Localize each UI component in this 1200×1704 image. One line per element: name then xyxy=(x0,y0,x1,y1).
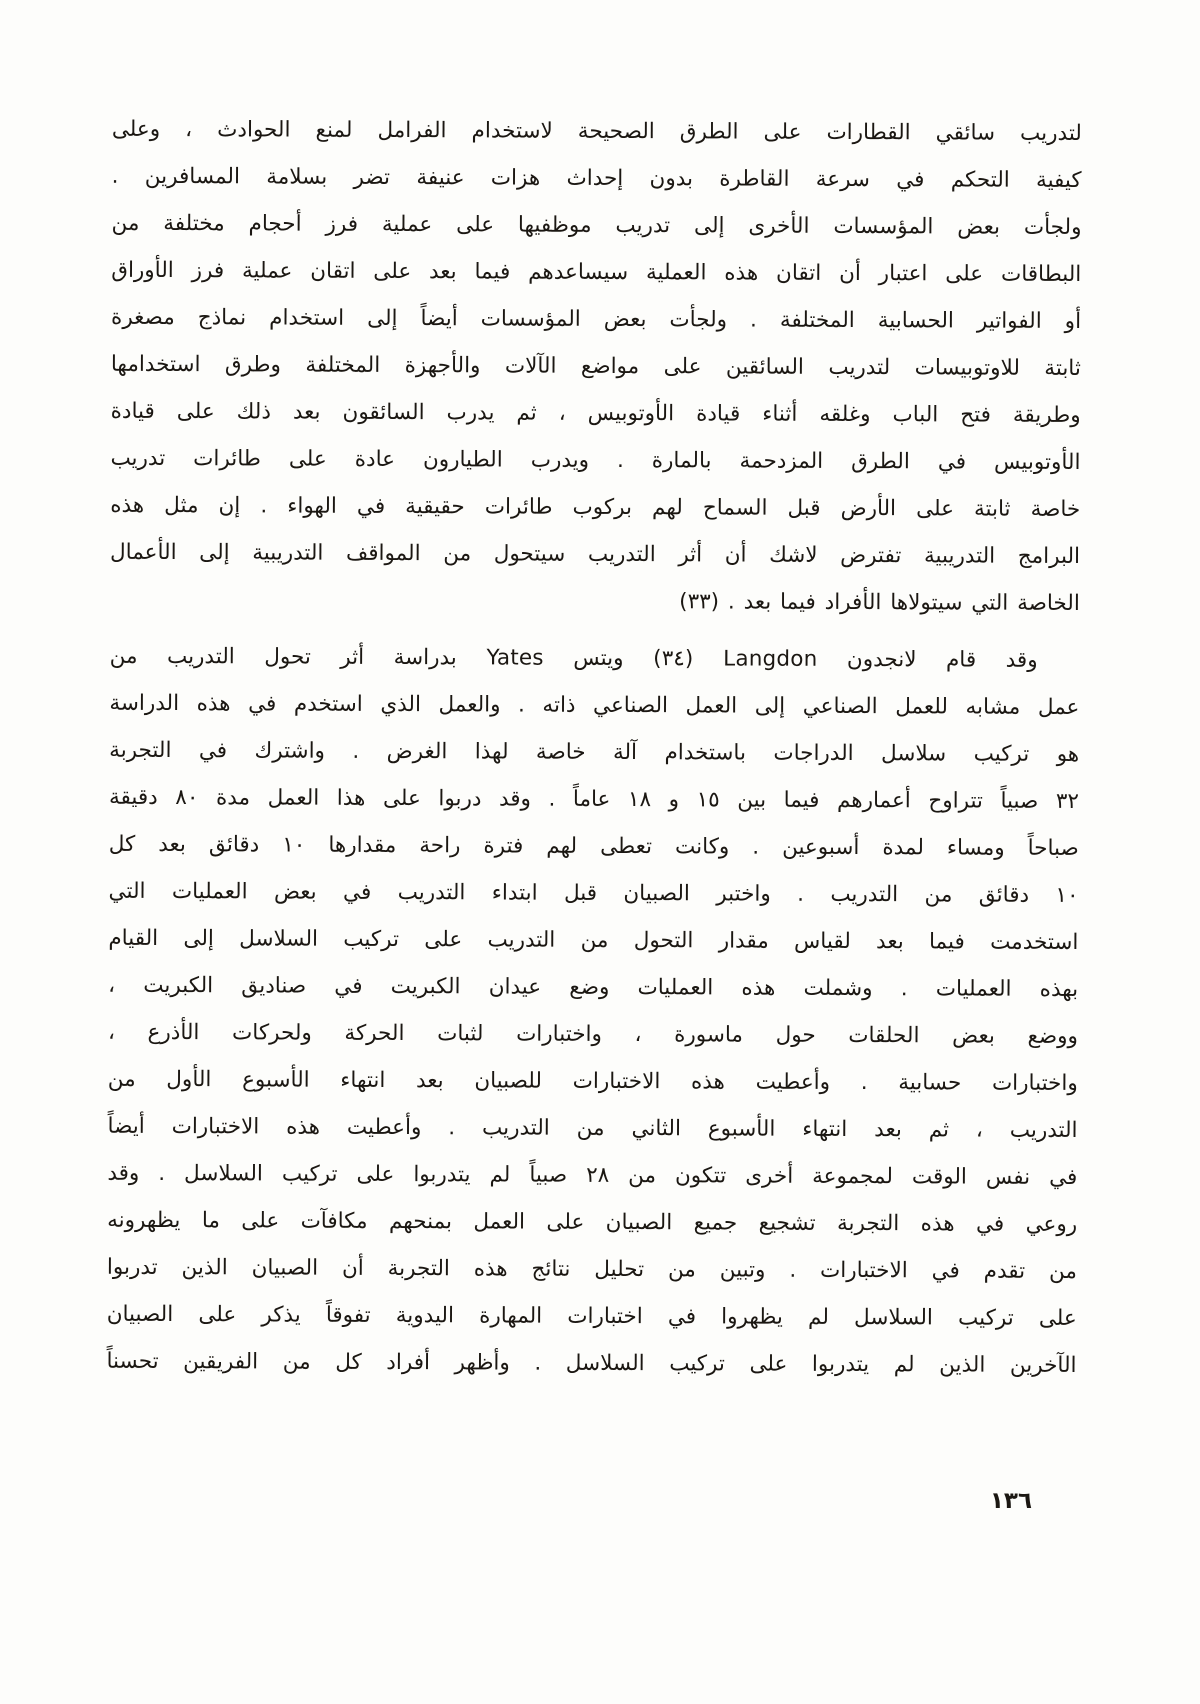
paragraph-2 xyxy=(106,633,1079,1389)
text-line: البطاقات على اعتبار أن اتقان هذه العملية سيساعدهم فيما بعد على اتقان عملية فرز الأوراق xyxy=(111,257,1082,287)
text-line: أو الفواتير الحسابية المختلفة . ولجأت بعض المؤسسات أيضاً إلى استخدام نماذج مصغرة xyxy=(111,304,1082,334)
text-line: هو تركيب سلاسل الدراجات باستخدام آلة خاصة لهذا الغرض . واشترك في التجربة xyxy=(109,737,1080,767)
text-line: خاصة ثابتة على الأرض قبل السماح لهم بركوب طائرات حقيقية في الهواء . إن مثل هذه xyxy=(110,492,1081,522)
text-line: ولجأت بعض المؤسسات الأخرى إلى تدريب موظفيها على عملية فرز أحجام مختلفة من xyxy=(111,210,1082,240)
body-text xyxy=(106,106,1082,1389)
text-line: على تركيب السلاسل لم يظهروا في اختبارات المهارة اليدوية تفوقاً يذكر على الصبيان xyxy=(106,1301,1077,1331)
text-line-paragraph-end: الخاصة التي سيتولاها الأفراد فيما بعد . (٣٣) xyxy=(679,589,1080,616)
text-line: وطريقة فتح الباب وغلقه أثناء قيادة الأوتوبيس ، ثم يدرب السائقون بعد ذلك على قيادة xyxy=(110,398,1081,428)
text-line: ١٠ دقائق من التدريب . واختبر الصبيان قبل ابتداء التدريب في بعض العمليات التي xyxy=(108,878,1079,908)
text-line: روعي في هذه التجربة تشجيع جميع الصبيان على العمل بمنحهم مكافآت على ما يظهرونه xyxy=(107,1207,1078,1237)
text-line: استخدمت فيما بعد لقياس مقدار التحول من التدريب على تركيب السلاسل إلى القيام xyxy=(108,925,1079,955)
text-line: من تقدم في الاختبارات . وتبين من تحليل نتائج هذه التجربة أن الصبيان الذين تدربوا xyxy=(106,1254,1077,1284)
page-number: ١٣٦ xyxy=(989,1488,1032,1514)
text-line: لتدريب سائقي القطارات على الطرق الصحيحة لاستخدام الفرامل لمنع الحوادث ، وعلى xyxy=(111,116,1082,146)
text-line: عمل مشابه للعمل الصناعي إلى العمل الصناعي ذاته . والعمل الذي استخدم في هذه الدراسة xyxy=(109,690,1080,720)
paragraph-1 xyxy=(110,106,1082,627)
text-line: ووضع بعض الحلقات حول ماسورة ، واختبارات لثبات الحركة ولحركات الأذرع ، xyxy=(107,1019,1079,1049)
text-line: ثابتة للاوتوبيسات لتدريب السائقين على مواضع الآلات والأجهزة المختلفة وطرق استخدامها xyxy=(110,351,1081,381)
text-line: واختبارات حسابية . وأعطيت هذه الاختبارات للصبيان بعد انتهاء الأسبوع الأول من xyxy=(107,1066,1078,1096)
text-line: كيفية التحكم في سرعة القاطرة بدون إحداث هزات عنيفة تضر بسلامة المسافرين . xyxy=(111,163,1082,193)
text-line: الأوتوبيس في الطرق المزدحمة بالمارة . ويدرب الطيارون عادة على طائرات تدريب xyxy=(110,445,1081,475)
text-line-paragraph-start: وقد قام لانجدون Langdon (٣٤) ويتس Yates بدراسة أثر تحول التدريب من xyxy=(109,643,1038,673)
text-line: الآخرين الذين لم يتدربوا على تركيب السلاسل . وأظهر أفراد كل من الفريقين تحسناً xyxy=(106,1348,1077,1378)
text-line: صباحاً ومساء لمدة أسبوعين . وكانت تعطى لهم فترة راحة مقدارها ١٠ دقائق بعد كل xyxy=(108,831,1079,861)
text-line: في نفس الوقت لمجموعة أخرى تتكون من ٢٨ صبياً لم يتدربوا على تركيب السلاسل . وقد xyxy=(107,1160,1078,1190)
text-line: البرامج التدريبية تفترض لاشك أن أثر التدريب سيتحول من المواقف التدريبية إلى الأعمال xyxy=(110,539,1081,569)
text-line: ٣٢ صبياً تتراوح أعمارهم فيما بين ١٥ و ١٨ عاماً . وقد دربوا على هذا العمل مدة ٨٠ دقيقة xyxy=(108,784,1080,814)
text-line: بهذه العمليات . وشملت هذه العمليات وضع عيدان الكبريت في صناديق الكبريت ، xyxy=(108,972,1079,1002)
text-line: التدريب ، ثم بعد انتهاء الأسبوع الثاني من التدريب . وأعطيت هذه الاختبارات أيضاً xyxy=(107,1113,1078,1143)
